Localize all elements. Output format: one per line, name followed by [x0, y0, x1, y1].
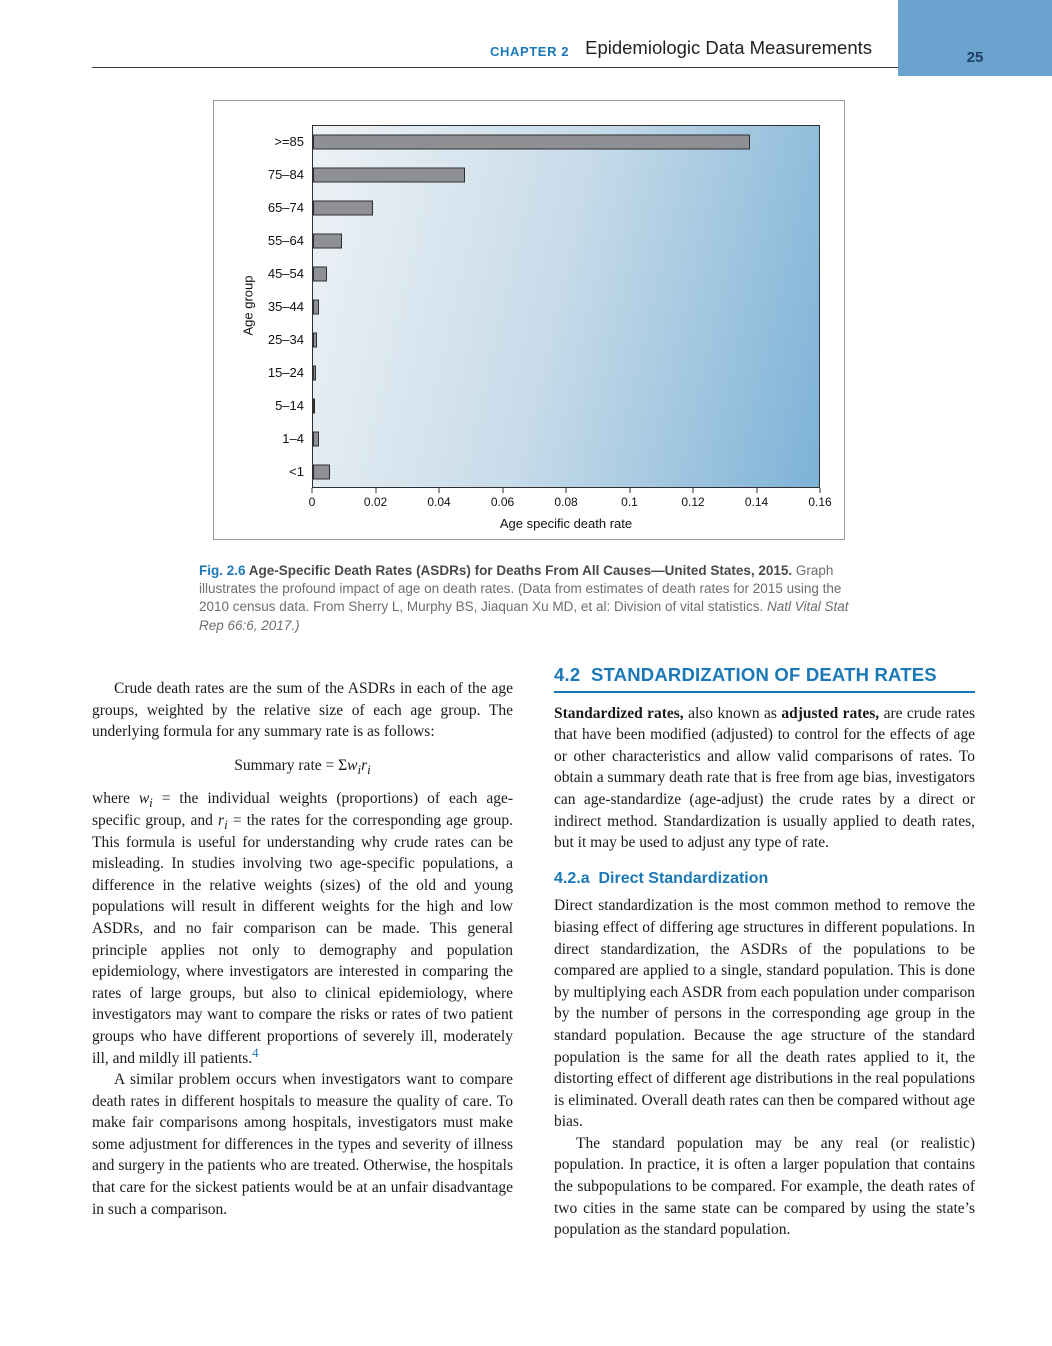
bar-75–84	[313, 167, 465, 182]
y-tick-label: 35–44	[267, 299, 304, 314]
figure-2-6-chart	[213, 100, 845, 540]
bar->=85	[313, 134, 750, 149]
chart-row	[242, 455, 820, 488]
x-tick-mark	[375, 488, 376, 493]
bar-25–34	[313, 332, 317, 347]
x-tick-label: 0.08	[554, 495, 578, 509]
chapter-title: Epidemiologic Data Measurements	[585, 37, 872, 58]
bar-track	[312, 125, 820, 158]
x-axis-title: Age specific death rate	[499, 516, 633, 531]
x-tick-label: 0.06	[490, 495, 515, 509]
x-tick-label: 0.02	[363, 495, 388, 509]
bar-track	[312, 455, 820, 488]
page-number: 25	[966, 49, 984, 66]
x-tick-mark	[629, 488, 630, 493]
bar-track	[312, 257, 820, 290]
y-tick-label: 55–64	[267, 233, 304, 248]
x-tick-label: 0.14	[744, 495, 769, 509]
paragraph: Crude death rates are the sum of the ASDRs in each of the age groups, weighted by the relative size of each age group. The underlying formula for any summary rate is as follows:	[92, 680, 513, 741]
bar-15–24	[313, 365, 316, 380]
y-tick-label: 25–34	[267, 332, 304, 347]
x-tick-mark	[502, 488, 503, 493]
y-tick-label: >=85	[274, 134, 304, 149]
chart-row	[242, 125, 820, 158]
page-header	[92, 0, 900, 68]
plot-rows	[242, 125, 820, 488]
x-tick-label: 0	[308, 495, 316, 509]
left-column	[92, 664, 513, 1241]
x-tick-mark	[312, 488, 313, 493]
bar-track	[312, 290, 820, 323]
bar-track	[312, 356, 820, 389]
x-axis	[308, 488, 832, 514]
paragraph: where $w_i$ = the individual weights (proportions) of each age-specific group, and $r_i$ = the rates for the corresponding age group. This formula is useful for understanding why crude rates can be misleading. In studies involving two age-specific populations, a difference in the relative weights (sizes) of the old and young populations will result in different weights for the high and low ASDRs, and no fair comparison can be made. This general principle applies not only to demography and population epidemiology, where investigators are interested in comparing the rates of large groups, but also to clinical epidemiology, where investigators may want to compare the risks or rates of two patient groups who have different proportions of severely ill, moderately ill, and mildly ill patients.$^4$	[92, 790, 513, 1067]
bar-track	[312, 323, 820, 356]
paragraph: Direct standardization is the most common method to remove the biasing effect of differing age structures in different populations. In direct standardization, the ASDRs of the populations to be compared are applied to a single, standard population. This is done by multiplying each ASDR from each population under comparison by the number of persons in the corresponding age group in the standard population. Because the age structure of the standard population is the same for all the death rates applied to it, the distorting effect of different age distributions in the real populations is eliminated. Overall death rates can then be compared without age bias.	[554, 897, 975, 1131]
bar-5–14	[313, 398, 315, 413]
paragraph: A similar problem occurs when investigators want to compare death rates in different hospitals to measure the quality of care. To make fair comparisons among hospitals, investigators must make some adjustment for differences in the types and severity of illness and surgery in the patients who are treated. Otherwise, the hospitals that care for the sickest patients would be at an unfair disadvantage in such a comparison.	[92, 1071, 513, 1218]
chart-row	[242, 323, 820, 356]
x-tick-label: 0.12	[681, 495, 705, 509]
bar-<1	[313, 464, 330, 479]
chart-row	[242, 191, 820, 224]
body-columns	[92, 664, 975, 1241]
bar-track	[312, 389, 820, 422]
page-number-tab	[898, 0, 1052, 76]
y-axis-title: Age group	[240, 275, 256, 335]
chart-row	[242, 257, 820, 290]
chart-row	[242, 158, 820, 191]
y-tick-label: 75–84	[267, 167, 304, 182]
y-tick-label: 65–74	[267, 200, 304, 215]
y-tick-label: 5–14	[275, 398, 304, 413]
y-tick-label: 15–24	[267, 365, 304, 380]
y-tick-label: 45–54	[267, 266, 304, 281]
bar-track	[312, 191, 820, 224]
chapter-label: CHAPTER 2	[490, 44, 570, 59]
bar-35–44	[313, 299, 319, 314]
right-column	[554, 664, 975, 1241]
bar-65–74	[313, 200, 373, 215]
paragraph: Standardized rates, also known as adjusted rates, are crude rates that have been modified (adjusted) to control for the effects of age or other characteristics and allow valid comparisons of rates. To obtain a summary death rate that is free from age bias, investigators can age-standardize (age-adjust) the crude rates by a direct or indirect method. Standardization is usually applied to death rates, but it may be used to adjust any type of rate.	[554, 704, 975, 852]
subsection-heading-4-2-a: 4.2.a Direct Standardization	[554, 869, 769, 887]
bar-1–4	[313, 431, 319, 446]
x-tick-mark	[566, 488, 567, 493]
x-tick-mark	[693, 488, 694, 493]
x-tick-mark	[820, 488, 821, 493]
figure-caption: Fig. 2.6 Age-Specific Death Rates (ASDRs) for Deaths From All Causes—United States, 2015. Graph illustrates the profound impact of age on death rates. (Data from estimates of death rates for 2015 using the 2010 census data. From Sherry L, Murphy BS, Jiaquan Xu MD, et al: Division of vital statistics. Natl Vital Stat Rep 66:6, 2017.)	[199, 562, 849, 633]
chart-row	[242, 389, 820, 422]
section-heading-4-2: 4.2 STANDARDIZATION OF DEATH RATES	[554, 664, 975, 693]
x-tick-label: 0.04	[427, 495, 451, 509]
chart-row	[242, 290, 820, 323]
chart-row	[242, 356, 820, 389]
bar-55–64	[313, 233, 342, 248]
x-tick-label: 0.1	[621, 495, 638, 509]
x-tick-mark	[439, 488, 440, 493]
bar-track	[312, 422, 820, 455]
bar-45–54	[313, 266, 327, 281]
chart-row	[242, 224, 820, 257]
bar-track	[312, 224, 820, 257]
summary-rate-formula: Summary rate = $\Sigma w_ir_i$	[234, 756, 371, 777]
x-tick-mark	[756, 488, 757, 493]
bar-track	[312, 158, 820, 191]
y-tick-label: 1–4	[282, 431, 304, 446]
paragraph: The standard population may be any real (or realistic) population. In practice, it is often a larger population that contains the subpopulations to be compared. For example, the death rates of two cities in the same state can be compared by using the state’s population as the standard population.	[554, 1134, 975, 1239]
plot-area	[242, 125, 820, 488]
x-tick-label: 0.16	[808, 495, 832, 509]
y-tick-label: <1	[289, 464, 304, 479]
chart-row	[242, 422, 820, 455]
